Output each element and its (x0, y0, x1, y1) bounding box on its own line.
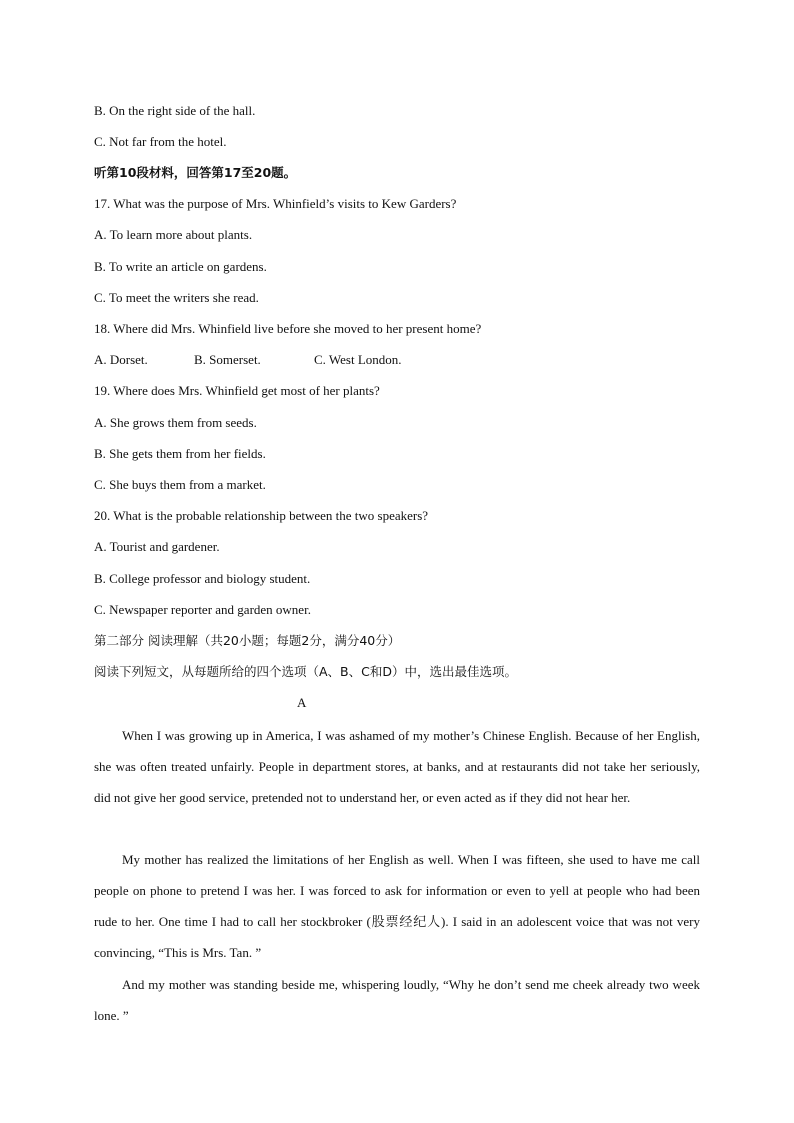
question-20-option-a: A. Tourist and gardener. (94, 539, 220, 554)
question-18-option-b: B. Somerset. (194, 352, 261, 367)
part2-heading: 第二部分 阅读理解（共20小题；每题2分，满分40分） (94, 633, 401, 648)
question-18-option-c: C. West London. (314, 352, 402, 367)
question-19-option-c: C. She buys them from a market. (94, 477, 266, 492)
prev-option-b: B. On the right side of the hall. (94, 103, 256, 118)
question-17-stem: 17. What was the purpose of Mrs. Whinfield’s visits to Kew Garders? (94, 196, 457, 211)
question-18-options (94, 352, 402, 368)
question-19-option-b: B. She gets them from her fields. (94, 446, 266, 461)
passage-paragraph-1: When I was growing up in America, I was ashamed of my mother’s Chinese English. Because of her English, she was often treated unfairly. People in department stores, at banks, and at restaurants did not take her seriously, did not give her good service, pretended not to understand her, or even acted as if they did not hear her. (94, 728, 700, 805)
question-19-stem: 19. Where does Mrs. Whinfield get most of her plants? (94, 383, 380, 398)
passage-paragraph-2: My mother has realized the limitations of her English as well. When I was fifteen, she used to have me call people on phone to pretend I was her. I was forced to ask for information or even to yell at people who had been rude to her. One time I had to call her stockbroker (股票经纪人). I said in an adolescent voice that was not very convincing, “This is Mrs. Tan. ” (94, 852, 700, 960)
question-18-stem: 18. Where did Mrs. Whinfield live before she moved to her present home? (94, 321, 482, 336)
passage-paragraph-3: And my mother was standing beside me, whispering loudly, “Why he don’t send me cheek already two week lone. ” (94, 977, 700, 1023)
question-18-option-a: A. Dorset. (94, 352, 148, 367)
question-20-stem: 20. What is the probable relationship between the two speakers? (94, 508, 429, 523)
question-19-option-a: A. She grows them from seeds. (94, 415, 257, 430)
question-20-option-b: B. College professor and biology student. (94, 571, 311, 586)
question-17-option-c: C. To meet the writers she read. (94, 290, 259, 305)
question-20-option-c: C. Newspaper reporter and garden owner. (94, 602, 311, 617)
passage-label-text: A (297, 695, 307, 710)
question-17-option-a: A. To learn more about plants. (94, 227, 253, 242)
part2-instruction: 阅读下列短文，从每题所给的四个选项（A、B、C和D）中，选出最佳选项。 (94, 664, 517, 679)
section10-heading: 听第10段材料，回答第17至20题。 (94, 165, 297, 180)
prev-option-c: C. Not far from the hotel. (94, 134, 227, 149)
question-17-option-b: B. To write an article on gardens. (94, 259, 267, 274)
